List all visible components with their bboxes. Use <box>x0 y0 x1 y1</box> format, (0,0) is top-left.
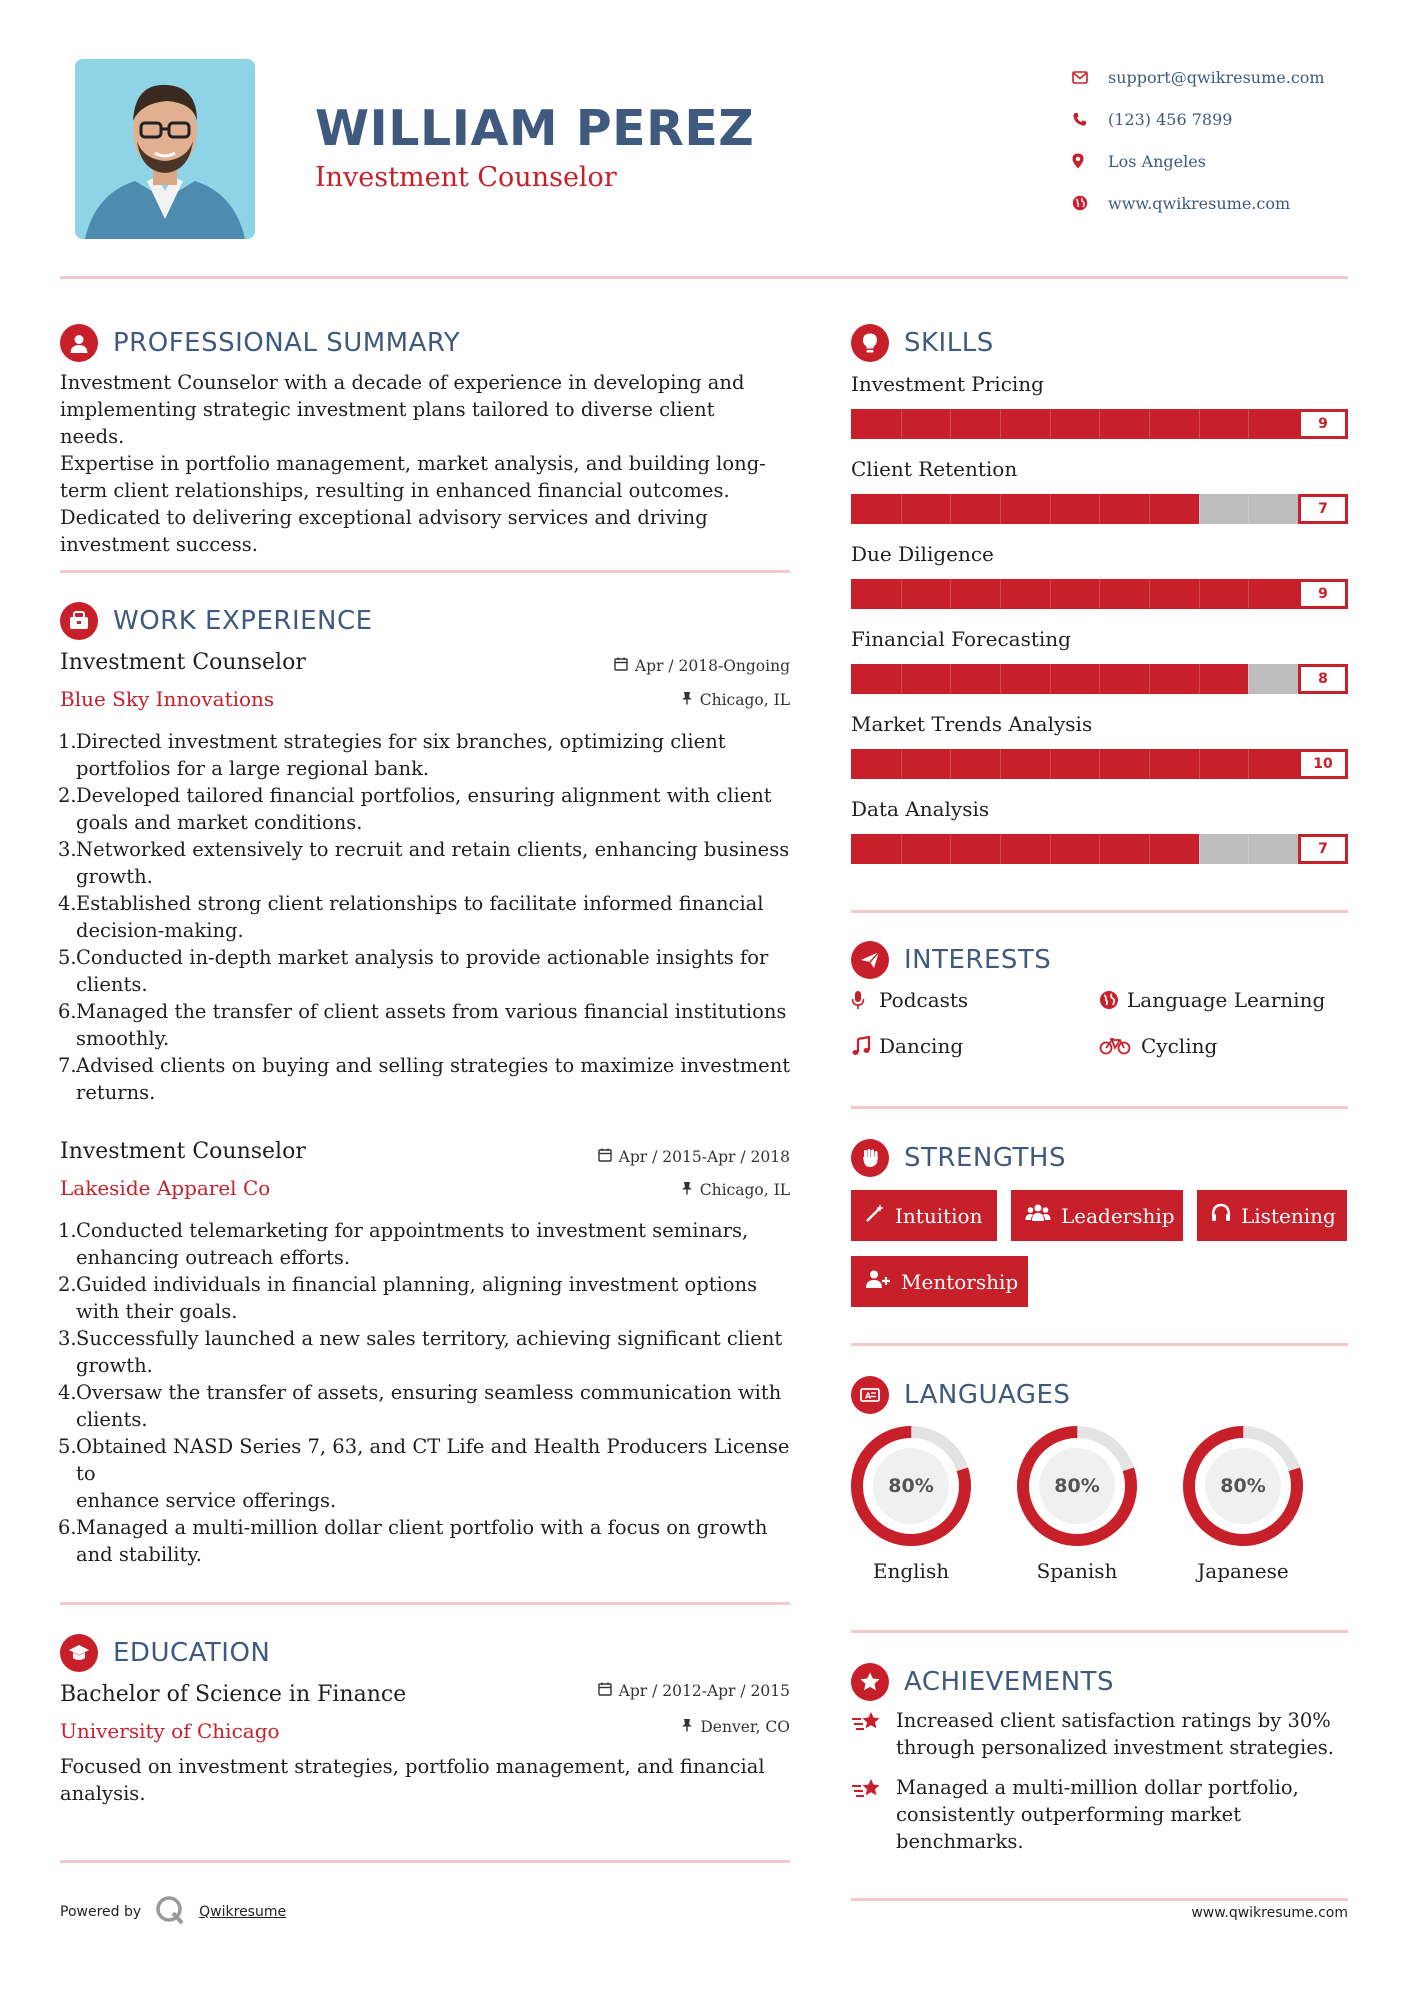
skill-bar-fill <box>851 494 1199 524</box>
skill-bar-segment <box>901 494 902 524</box>
skill-bar-segment <box>1050 749 1051 779</box>
skill-label: Due Diligence <box>851 542 994 566</box>
contact-website-text: www.qwikresume.com <box>1108 193 1291 213</box>
list-item: 3. Networked extensively to recruit and retain clients, enhancing business growth. <box>58 838 790 888</box>
summary-heading <box>60 324 460 362</box>
job-title: Investment Counselor <box>60 1139 306 1164</box>
language-item <box>1015 1424 1139 1583</box>
users-icon <box>1025 1203 1051 1228</box>
education-date-text: Apr / 2012-Apr / 2015 <box>618 1682 790 1700</box>
interests-heading <box>851 941 1051 979</box>
skill-bar <box>851 749 1348 779</box>
skill-bar-fill <box>851 409 1298 439</box>
skill-bar-segment <box>901 749 902 779</box>
interests-divider <box>851 1106 1348 1109</box>
contact-email-text: support@qwikresume.com <box>1108 67 1325 87</box>
education-divider <box>60 1860 790 1863</box>
language-percent: 80% <box>888 1475 934 1497</box>
achievements-title: ACHIEVEMENTS <box>904 1667 1115 1697</box>
job-date-text: Apr / 2015-Apr / 2018 <box>618 1148 790 1166</box>
language-percent: 80% <box>1220 1475 1266 1497</box>
strength-chip: Listening <box>1197 1190 1347 1241</box>
degree-title: Bachelor of Science in Finance <box>60 1682 407 1707</box>
list-item: 4. Established strong client relationships to facilitate informed financial decision-making. <box>58 892 764 942</box>
summary-line: Investment Counselor with a decade of experience in developing and <box>60 371 745 394</box>
map-pin-icon <box>1072 153 1108 169</box>
job-date <box>540 1148 790 1166</box>
skill-bar-segment <box>1248 579 1249 609</box>
skill-bar-segment <box>950 579 951 609</box>
achievements-heading <box>851 1663 1114 1701</box>
qwikresume-logo-icon <box>155 1895 185 1929</box>
skills-divider <box>851 910 1348 913</box>
skill-bar <box>851 664 1348 694</box>
skill-bar-segment <box>901 409 902 439</box>
skill-bar-segment <box>950 664 951 694</box>
job-location-text: Chicago, IL <box>699 691 790 709</box>
strengths-heading <box>851 1139 1066 1177</box>
summary-line: Expertise in portfolio management, market analysis, and building long- <box>60 452 766 475</box>
calendar-icon <box>598 1682 612 1700</box>
skill-bar-segment <box>1050 409 1051 439</box>
bicycle-icon <box>1099 1037 1141 1055</box>
skill-level: 7 <box>1298 494 1348 524</box>
skill-bar-segment <box>1248 834 1249 864</box>
skill-bar-segment <box>1199 409 1200 439</box>
header-divider <box>60 276 1348 279</box>
skill-bar-segment <box>1000 494 1001 524</box>
skill-bar-segment <box>1000 834 1001 864</box>
strengths-divider <box>851 1343 1348 1346</box>
skill-bar-segment <box>1050 664 1051 694</box>
magic-wand-icon <box>865 1203 885 1228</box>
contact-email[interactable] <box>1072 56 1392 98</box>
skill-bar-segment <box>1050 834 1051 864</box>
achievement-item: Increased client satisfaction ratings by 30% through personalized investment strategies. <box>851 1707 1348 1761</box>
skill-label: Investment Pricing <box>851 372 1044 396</box>
music-note-icon <box>851 1036 879 1056</box>
user-icon <box>60 324 98 362</box>
skill-level: 10 <box>1298 749 1348 779</box>
languages-divider <box>851 1630 1348 1633</box>
skill-bar <box>851 409 1348 439</box>
skill-bar-segment <box>950 834 951 864</box>
list-item: 7. Advised clients on buying and selling strategies to maximize investment returns. <box>58 1054 791 1104</box>
job-date <box>540 657 790 675</box>
school-name: University of Chicago <box>60 1719 280 1743</box>
skill-bar-segment <box>901 834 902 864</box>
skill-bar-fill <box>851 834 1199 864</box>
shooting-star-icon <box>851 1774 896 1855</box>
skill-bar-segment <box>1000 664 1001 694</box>
summary-line: term client relationships, resulting in enhanced financial outcomes. <box>60 479 730 502</box>
graduation-icon <box>60 1634 98 1672</box>
company-name: Lakeside Apparel Co <box>60 1176 271 1200</box>
language-name: Japanese <box>1197 1559 1289 1583</box>
list-item: 4. Oversaw the transfer of assets, ensuring seamless communication with clients. <box>58 1381 782 1431</box>
pushpin-icon <box>681 691 693 709</box>
skill-bar-segment <box>1099 749 1100 779</box>
job-location <box>540 691 790 709</box>
skill-bar <box>851 494 1348 524</box>
list-item: 2. Guided individuals in financial planning, aligning investment options with their goals. <box>58 1273 758 1323</box>
award-star-icon <box>851 1663 889 1701</box>
skill-bar-fill <box>851 579 1298 609</box>
language-item <box>1181 1424 1305 1583</box>
interest-item: Dancing <box>851 1034 963 1058</box>
skill-bar-segment <box>1149 579 1150 609</box>
shooting-star-icon <box>851 1707 896 1761</box>
skill-bar-segment <box>950 494 951 524</box>
skill-label: Data Analysis <box>851 797 990 821</box>
user-plus-icon <box>865 1269 891 1294</box>
calendar-icon <box>614 657 628 675</box>
summary-line: investment success. <box>60 533 258 556</box>
skill-bar-segment <box>1199 749 1200 779</box>
skill-bar-segment <box>1199 494 1200 524</box>
contact-list <box>1072 56 1392 224</box>
language-percent: 80% <box>1054 1475 1100 1497</box>
strength-chip: Leadership <box>1011 1190 1183 1241</box>
skill-level: 9 <box>1298 409 1348 439</box>
qwikresume-link[interactable]: Qwikresume <box>199 1904 287 1920</box>
strength-chip: Intuition <box>851 1190 997 1241</box>
skill-bar-segment <box>1248 494 1249 524</box>
list-item: 1. Directed investment strategies for six branches, optimizing client portfolios for a large regional bank. <box>58 730 726 780</box>
contact-location-text: Los Angeles <box>1108 151 1206 171</box>
envelope-icon <box>1072 71 1108 84</box>
skill-bar-segment <box>1248 749 1249 779</box>
skill-bar-segment <box>1149 494 1150 524</box>
achievements-divider <box>851 1898 1348 1901</box>
skills-heading <box>851 324 994 362</box>
skill-bar-segment <box>901 579 902 609</box>
pushpin-icon <box>681 1181 693 1199</box>
lightbulb-icon <box>851 324 889 362</box>
skill-bar-segment <box>950 749 951 779</box>
interest-item: Cycling <box>1099 1034 1217 1058</box>
svg-text:A: A <box>865 1391 872 1401</box>
work-title: WORK EXPERIENCE <box>113 606 373 636</box>
job-duties <box>58 728 798 1106</box>
language-name: Spanish <box>1036 1559 1118 1583</box>
list-item: 3. Successfully launched a new sales territory, achieving significant client growth. <box>58 1327 783 1377</box>
achievement-item: Managed a multi-million dollar portfolio, consistently outperforming market benchmarks. <box>851 1774 1348 1855</box>
skill-bar-segment <box>950 409 951 439</box>
powered-by-text: Powered by <box>60 1904 142 1920</box>
job-date-text: Apr / 2018-Ongoing <box>634 657 790 675</box>
skill-label: Market Trends Analysis <box>851 712 1093 736</box>
skill-bar-segment <box>1199 834 1200 864</box>
language-item <box>849 1424 973 1583</box>
skill-bar-segment <box>1149 664 1150 694</box>
education-description: Focused on investment strategies, portfolio management, and financial analysis. <box>60 1755 765 1805</box>
skill-label: Financial Forecasting <box>851 627 1071 651</box>
list-item: 2. Developed tailored financial portfolios, ensuring alignment with client goals and market conditions. <box>58 784 772 834</box>
language-name: English <box>872 1559 950 1583</box>
skill-bar-segment <box>1149 749 1150 779</box>
languages-title: LANGUAGES <box>904 1380 1071 1410</box>
skill-level: 8 <box>1298 664 1348 694</box>
skill-bar-segment <box>1099 494 1100 524</box>
skill-bar-segment <box>1099 579 1100 609</box>
candidate-name: WILLIAM PEREZ <box>315 100 755 157</box>
skill-bar-segment <box>1199 664 1200 694</box>
list-item: 6. Managed a multi-million dollar client portfolio with a focus on growth and stability. <box>58 1516 768 1566</box>
skill-bar-segment <box>1099 664 1100 694</box>
education-location <box>540 1718 790 1736</box>
contact-location <box>1072 140 1392 182</box>
summary-line: implementing strategic investment plans tailored to diverse client needs. <box>60 398 715 448</box>
skill-level: 7 <box>1298 834 1348 864</box>
briefcase-icon <box>60 602 98 640</box>
skill-level: 9 <box>1298 579 1348 609</box>
globe-icon <box>1099 990 1127 1010</box>
skill-bar-segment <box>1248 664 1249 694</box>
education-date <box>540 1682 790 1700</box>
profile-photo <box>75 59 255 239</box>
skill-bar-segment <box>1000 579 1001 609</box>
skill-bar-segment <box>901 664 902 694</box>
interest-item: Language Learning <box>1099 988 1325 1012</box>
strength-chip: Mentorship <box>851 1256 1028 1307</box>
candidate-title: Investment Counselor <box>315 162 617 193</box>
summary-text <box>60 369 780 558</box>
education-title: EDUCATION <box>113 1638 271 1668</box>
pushpin-icon <box>681 1718 693 1736</box>
job-location-text: Chicago, IL <box>699 1181 790 1199</box>
education-heading <box>60 1634 270 1672</box>
work-divider <box>60 1602 790 1605</box>
contact-phone-text: (123) 456 7899 <box>1108 109 1233 129</box>
skill-bar-segment <box>1000 409 1001 439</box>
footer-url[interactable]: www.qwikresume.com <box>1191 1905 1348 1921</box>
list-item: 6. Managed the transfer of client assets from various financial institutions smoothly. <box>58 1000 787 1050</box>
skill-bar-segment <box>1149 409 1150 439</box>
skills-title: SKILLS <box>904 328 994 358</box>
strengths-title: STRENGTHS <box>904 1143 1066 1173</box>
list-item: 1. Conducted telemarketing for appointments to investment seminars, enhancing outreach efforts. <box>58 1219 749 1269</box>
list-item: 5. Conducted in-depth market analysis to provide actionable insights for clients. <box>58 946 769 996</box>
paper-plane-icon <box>851 941 889 979</box>
skill-bar-segment <box>1149 834 1150 864</box>
job-title: Investment Counselor <box>60 650 306 675</box>
job-location <box>540 1181 790 1199</box>
skill-bar-segment <box>1099 834 1100 864</box>
interest-item: Podcasts <box>851 988 968 1012</box>
contact-website[interactable] <box>1072 182 1392 224</box>
skill-label: Client Retention <box>851 457 1018 481</box>
languages-heading <box>851 1376 1070 1414</box>
skill-bar-segment <box>1000 749 1001 779</box>
globe-icon <box>1072 195 1108 211</box>
summary-divider <box>60 570 790 573</box>
work-heading <box>60 602 373 640</box>
microphone-icon <box>851 990 879 1010</box>
interests-title: INTERESTS <box>904 945 1052 975</box>
translate-icon <box>851 1376 889 1414</box>
list-item: 5. Obtained NASD Series 7, 63, and CT Life and Health Producers License to enhance service offerings. <box>58 1435 790 1512</box>
summary-line: Dedicated to delivering exceptional advisory services and driving <box>60 506 708 529</box>
job-duties <box>58 1217 798 1568</box>
skill-bar <box>851 579 1348 609</box>
headphones-icon <box>1211 1203 1231 1228</box>
calendar-icon <box>598 1148 612 1166</box>
skill-bar-segment <box>1099 409 1100 439</box>
summary-title: PROFESSIONAL SUMMARY <box>113 328 461 358</box>
fist-icon <box>851 1139 889 1177</box>
skill-bar-segment <box>1248 409 1249 439</box>
skill-bar-segment <box>1050 494 1051 524</box>
footer-powered-by <box>60 1895 286 1929</box>
skill-bar-segment <box>1050 579 1051 609</box>
company-name: Blue Sky Innovations <box>60 687 275 711</box>
education-location-text: Denver, CO <box>700 1718 790 1736</box>
contact-phone[interactable] <box>1072 98 1392 140</box>
skill-bar-segment <box>1199 579 1200 609</box>
phone-icon <box>1072 112 1108 127</box>
skill-bar <box>851 834 1348 864</box>
